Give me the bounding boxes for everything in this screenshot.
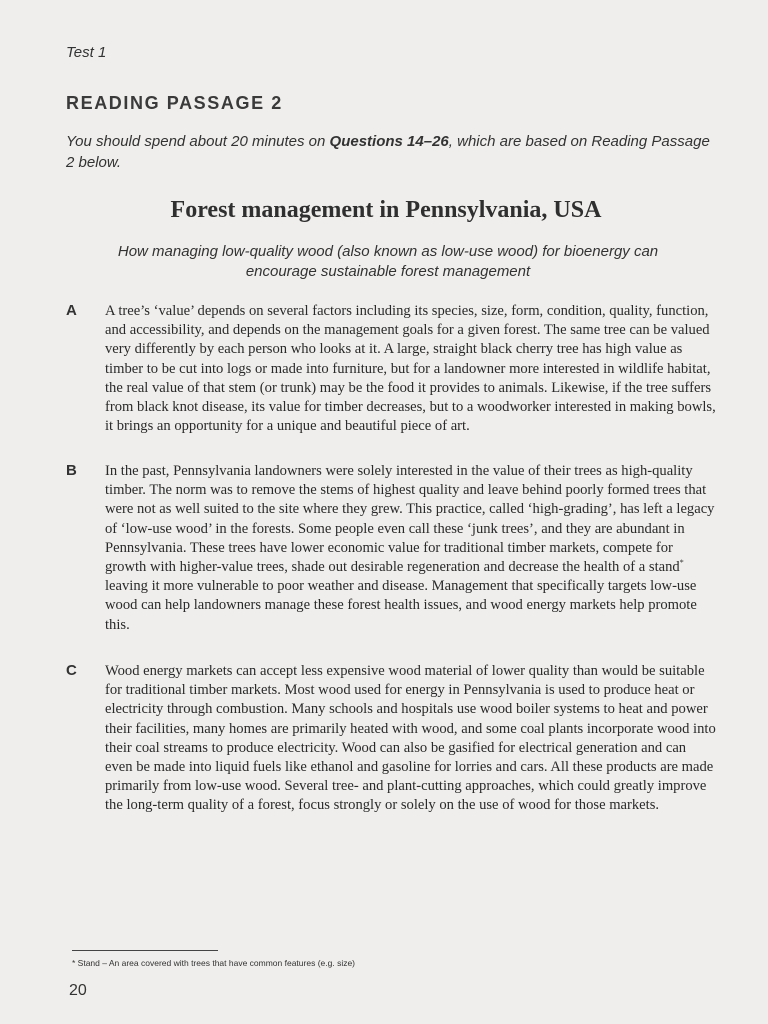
paragraph-b bbox=[66, 462, 716, 635]
paragraph-letter: C bbox=[66, 662, 77, 679]
paragraph-letter: B bbox=[66, 462, 77, 479]
paragraph-c bbox=[66, 662, 716, 816]
instruction-after: , which are based on Reading Passage 2 below. bbox=[66, 133, 710, 171]
passage-title: Forest management in Pennsylvania, USA bbox=[170, 197, 602, 223]
footnote-divider bbox=[72, 950, 218, 951]
paragraph-text: A tree’s ‘value’ depends on several factors including its species, size, form, condition, quality, function, and accessibility, and depends on the management goals for a given forest. The same tree can be valued very differently by each person who looks at it. A large, straight black cherry tree has high value as timber to be cut into logs or made into furniture, but for a landowner more interested in wildlife habitat, the real value of that stem (or trunk) may be the food it provides to animals. Likewise, if the tree suffers from black knot disease, its value for timber decreases, but to a woodworker interested in making bowls, it brings an opportunity for a unique and beautiful piece of art. bbox=[105, 303, 716, 435]
running-head: Test 1 bbox=[66, 44, 107, 61]
page-number: 20 bbox=[69, 982, 87, 999]
instruction-questions: Questions 14–26 bbox=[329, 133, 449, 150]
footnote-marker: * bbox=[679, 558, 684, 568]
paragraph-letter: A bbox=[66, 302, 77, 319]
paragraph-text-before-footnote: In the past, Pennsylvania landowners were solely interested in the value of their trees as high-quality timber. The norm was to remove the stems of highest quality and leave behind poorly formed trees that were not as well suited to the site where they grew. This practice, called ‘high-grading’, has left a legacy of ‘low-use wood’ in the forests. Some people even call these ‘junk trees’, and they are abundant in Pennsylvania. These trees have lower economic value for traditional timber markets, compete for growth with higher-value trees, shade out desirable regeneration and decrease the health of a stand bbox=[105, 463, 715, 576]
paragraph-a bbox=[66, 302, 716, 436]
footnote: * Stand – An area covered with trees that have common features (e.g. size) bbox=[72, 958, 356, 968]
instruction-text bbox=[66, 131, 716, 173]
instruction-before: You should spend about 20 minutes on bbox=[66, 133, 330, 150]
paragraph-text bbox=[105, 462, 716, 635]
section-title: READING PASSAGE 2 bbox=[66, 93, 283, 113]
paragraph-text: Wood energy markets can accept less expensive wood material of lower quality than would be suitable for traditional timber markets. Most wood used for energy in Pennsylvania is used to produce heat or electricity through combustion. Many schools and hospitals use wood boiler systems to heat and power their facilities, many homes are primarily heated with wood, and some coal plants incorporate wood into their coal streams to produce electricity. Wood can also be gasified for electrical generation and can even be made into liquid fuels like ethanol and gasoline for lorries and cars. All these products are made primarily from low-use wood. Several tree- and plant-cutting approaches, which could greatly improve the long-term quality of a forest, focus strongly or solely on the use of wood for those markets. bbox=[105, 663, 716, 814]
paragraph-text-after-footnote: leaving it more vulnerable to poor weather and disease. Management that specifically targets low-use wood can help landowners manage these forest health issues, and wood energy markets help promote this. bbox=[105, 578, 697, 633]
passage-subtitle: How managing low-quality wood (also known as low-use wood) for bioenergy can encourage sustainable forest management bbox=[117, 243, 659, 280]
